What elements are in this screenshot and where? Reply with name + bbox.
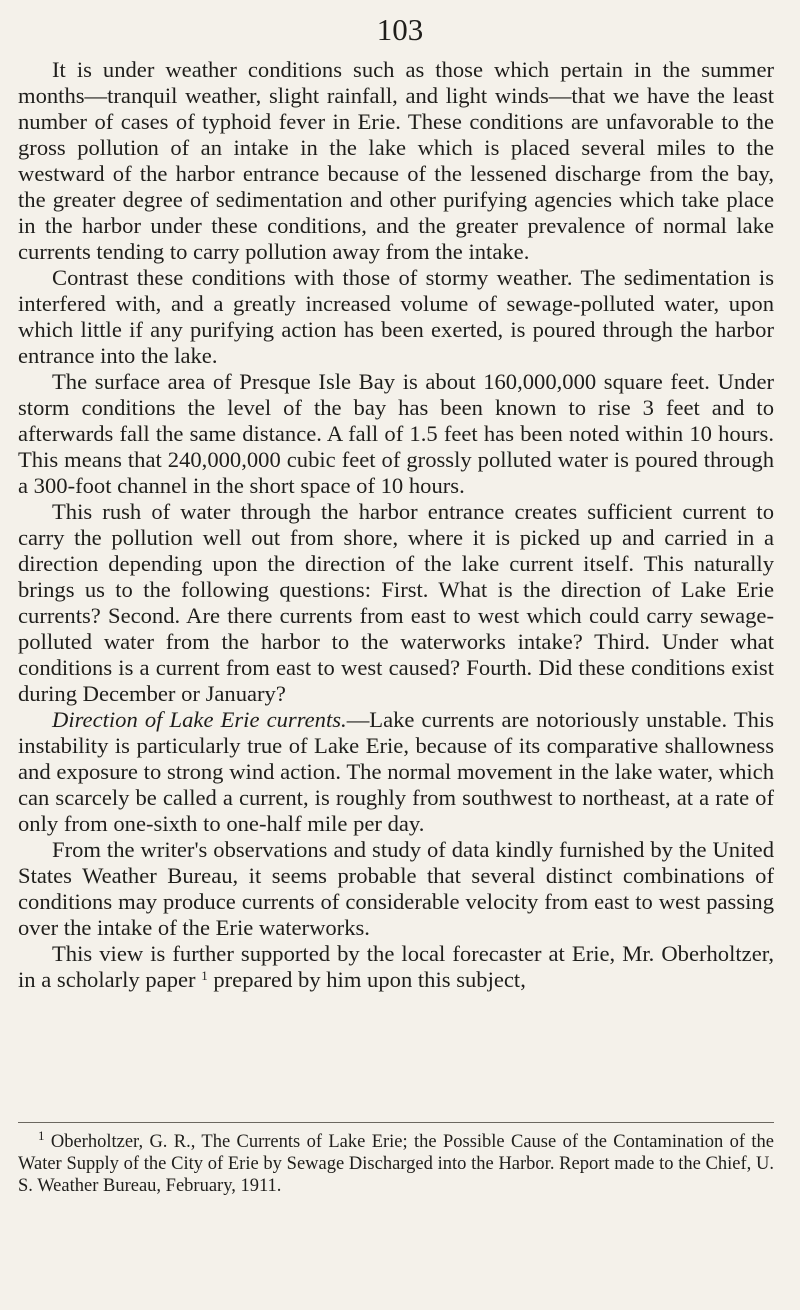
footnote-divider [18,1122,774,1123]
paragraph-summer-conditions: It is under weather conditions such as those which pertain in the summer months—tranquil weather, slight rainfall, and light winds—that we have the least number of cases of typhoid fever in Erie. These conditions are unfavorable to the gross pollution of an intake in the lake which is placed several miles to the westward of the harbor entrance because of the lessened discharge from the bay, the greater degree of sedimentation and other purifying agencies which take place in the harbor under these conditions, and the greater prevalence of normal lake currents tending to carry pollution away from the intake. [18,57,774,264]
footnote-mark: 1 [38,1128,45,1143]
oberholtzer-text-end: prepared by him upon this subject, [207,967,526,992]
paragraph-stormy-weather: Contrast these conditions with those of stormy weather. The sedimentation is interfered with, and a greatly increased volume of sewage-polluted water, upon which little if any purifying action has been exerted, is poured through the harbor entrance into the lake. [18,265,774,368]
footnote-text: Oberholtzer, G. R., The Currents of Lake Erie; the Possible Cause of the Contamination of the Water Supply of the City of Erie by Sewage Discharged into the Harbor. Report made to the Chief, U. S. Weather Bureau, February, 1911. [18,1132,774,1196]
paragraph-oberholtzer [18,941,774,993]
paragraph-lake-currents [18,707,774,837]
footnote-reference: 1 [201,968,208,983]
paragraph-weather-bureau-data: From the writer's observations and study of data kindly furnished by the United States Weather Bureau, it seems probable that several distinct combinations of conditions may produce currents of considerable velocity from east to west passing over the intake of the Erie waterworks. [18,837,774,940]
paragraph-harbor-rush-questions: This rush of water through the harbor entrance creates sufficient current to carry the pollution well out from shore, where it is picked up and carried in a direction depending upon the direction of the lake current itself. This naturally brings us to the following questions: First. What is the direction of Lake Erie currents? Second. Are there currents from east to west which could carry sewage-polluted water from the harbor to the waterworks intake? Third. Under what conditions is a current from east to west caused? Fourth. Did these conditions exist during December or January? [18,499,774,706]
lake-currents-body: —Lake currents are notoriously unstable. This instability is particularly true of Lake Erie, because of its comparative shallowness and exposure to strong wind action. The normal movement in the lake water, which can scarcely be called a current, is roughly from southwest to northeast, at a rate of only from one-sixth to one-half mile per day. [18,707,774,836]
section-heading-direction-of-currents: Direction of Lake Erie currents. [52,707,347,732]
page-number: 103 [376,12,424,47]
paragraph-bay-surface-area: The surface area of Presque Isle Bay is about 160,000,000 square feet. Under storm conditions the level of the bay has been known to rise 3 feet and to afterwards fall the same distance. A fall of 1.5 feet has been noted within 10 hours. This means that 240,000,000 cubic feet of grossly polluted water is poured through a 300-foot channel in the short space of 10 hours. [18,369,774,498]
footnote [18,1128,774,1197]
body-text [18,57,774,993]
oberholtzer-text-start: This view is further supported by the local forecaster at Erie, Mr. Oberholtzer, in a scholarly paper [18,941,774,992]
